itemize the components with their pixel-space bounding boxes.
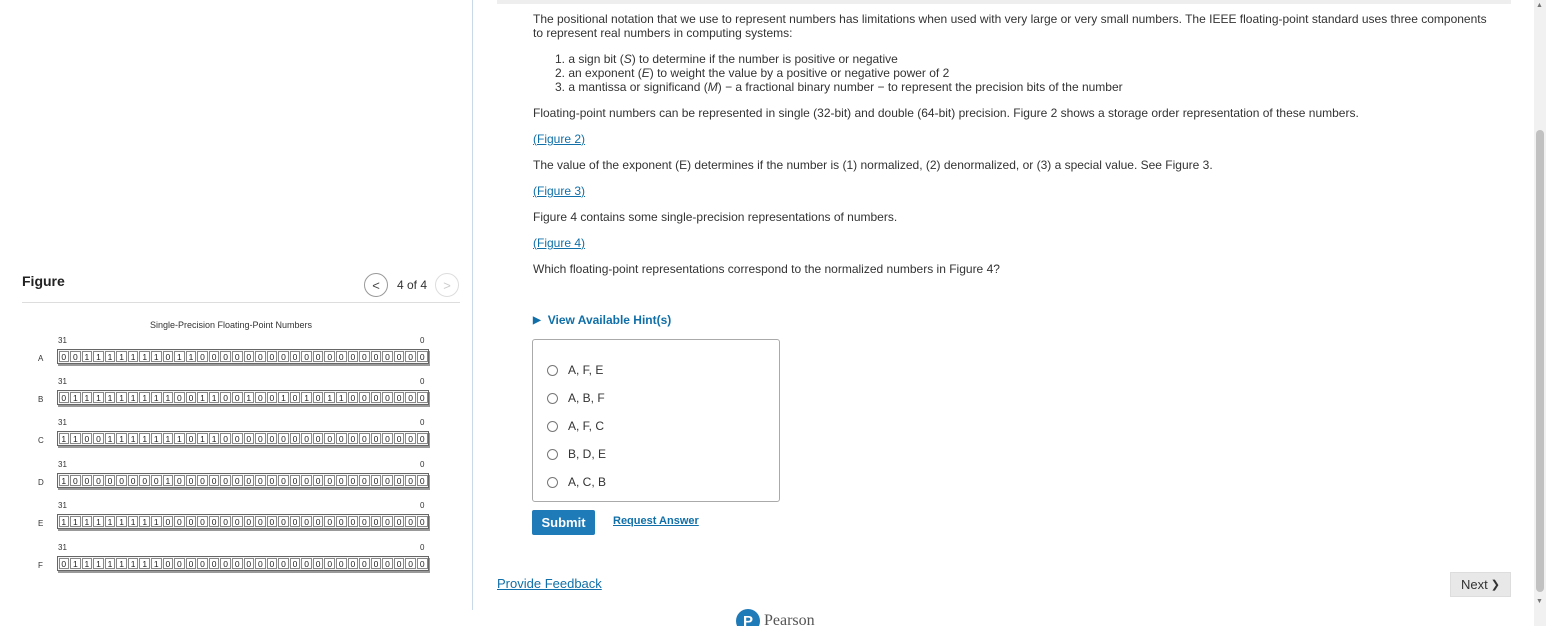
figure-3-link[interactable]: Figure 3 [537,184,582,198]
bit-cell: 0 [244,558,255,569]
bit-cell: 0 [405,516,416,527]
bit-cell: 0 [255,475,266,486]
paren-open[interactable]: ( [533,236,537,250]
bit-cell: 1 [151,516,162,527]
bit-cell: 0 [186,475,197,486]
bit-cell: 1 [116,516,127,527]
bit-field [57,514,429,529]
bit-field [57,431,429,446]
bit-cell: 0 [324,516,335,527]
bit-cell: 0 [359,392,370,403]
answer-choice-1[interactable] [547,356,779,384]
figure-divider [22,302,460,303]
row-label: D [38,478,44,487]
bit-cell: 0 [232,351,243,362]
bit-field [57,473,429,488]
provide-feedback-link[interactable]: Provide Feedback [497,576,602,591]
bit-cell: 0 [359,475,370,486]
bit-cell: 0 [382,351,393,362]
bit-cell: 0 [313,351,324,362]
answer-choices [532,339,780,502]
bit-cell: 0 [278,516,289,527]
bit-cell: 0 [174,392,185,403]
bit-cell: 0 [290,475,301,486]
bit-cell: 0 [382,392,393,403]
bit-cell: 1 [151,351,162,362]
bit-cell: 1 [163,475,174,486]
bit-cell: 1 [151,392,162,403]
bit-cell: 0 [59,351,70,362]
paren-open[interactable]: ( [533,184,537,198]
pearson-mark-icon: P [736,609,760,626]
bit-cell: 1 [93,558,104,569]
view-hints-toggle[interactable] [533,313,671,327]
bit-cell: 1 [116,392,127,403]
bit-index-low: 0 [420,377,425,386]
bit-cell: 0 [59,558,70,569]
bit-cell: 1 [139,351,150,362]
bit-cell: 1 [70,558,81,569]
scroll-up-icon[interactable]: ▲ [1536,2,1543,9]
bit-cell: 0 [267,516,278,527]
bit-cell: 0 [417,475,428,486]
bit-cell: 0 [267,392,278,403]
bit-cell: 0 [394,433,405,444]
bit-cell: 1 [82,392,93,403]
bit-cell: 0 [301,516,312,527]
bit-cell: 1 [163,433,174,444]
bit-cell: 0 [186,558,197,569]
answer-choice-4[interactable] [547,440,779,468]
bit-cell: 0 [313,392,324,403]
figure-4-link-line [533,236,1493,250]
bit-cell: 0 [278,558,289,569]
row-label: C [38,436,44,445]
figure-counter: 4 of 4 [397,278,428,292]
scrollbar-thumb[interactable] [1536,130,1544,592]
bit-cell: 0 [128,475,139,486]
components-list [555,52,1493,94]
bit-index-high: 31 [58,418,67,427]
submit-button[interactable]: Submit [532,510,595,535]
bit-cell: 1 [128,351,139,362]
bit-cell: 1 [186,351,197,362]
bit-cell: 1 [59,433,70,444]
bit-cell: 0 [417,558,428,569]
bit-cell: 0 [405,433,416,444]
question-text: Which floating-point representations correspond to the normalized numbers in Figure 4? [533,262,1000,276]
scroll-down-icon[interactable]: ▼ [1536,598,1543,605]
bit-cell: 1 [197,392,208,403]
bit-cell: 0 [197,516,208,527]
figure-2-link-line [533,132,1493,146]
bit-cell: 1 [59,516,70,527]
bit-cell: 0 [255,351,266,362]
figure-heading: Figure [22,273,65,289]
bit-cell: 0 [301,351,312,362]
chevron-left-icon: < [372,277,380,293]
choice-label: A, C, B [568,475,607,489]
bit-cell: 0 [232,392,243,403]
bit-cell: 0 [197,351,208,362]
pearson-logo [736,609,815,626]
pearson-wordmark: Pearson [764,612,815,626]
bit-cell: 0 [174,516,185,527]
bit-field [57,349,429,364]
bit-cell: 0 [197,475,208,486]
bit-cell: 0 [186,392,197,403]
bit-cell: 0 [139,475,150,486]
answer-choice-3[interactable] [547,412,779,440]
bit-cell: 0 [382,516,393,527]
bit-cell: 0 [93,475,104,486]
next-label: Next [1461,577,1488,592]
choice-label: A, F, E [568,363,604,377]
bit-cell: 0 [290,351,301,362]
bit-cell: 0 [348,433,359,444]
bit-cell: 0 [336,558,347,569]
bit-cell: 0 [220,433,231,444]
bit-cell: 0 [209,516,220,527]
bit-cell: 1 [244,392,255,403]
bit-cell: 1 [82,516,93,527]
bit-cell: 0 [232,433,243,444]
bit-field [57,390,429,405]
chevron-right-icon: ❯ [1490,579,1500,591]
bit-cell: 0 [301,433,312,444]
bit-cell: 0 [405,475,416,486]
bit-cell: 1 [209,392,220,403]
bit-cell: 0 [267,433,278,444]
bit-cell: 0 [244,433,255,444]
bit-cell: 0 [255,392,266,403]
bit-cell: 0 [290,392,301,403]
bit-cell: 0 [348,475,359,486]
bit-cell: 0 [301,558,312,569]
bit-cell: 0 [82,475,93,486]
bit-cell: 0 [290,433,301,444]
bit-cell: 0 [163,516,174,527]
bit-cell: 0 [70,475,81,486]
bit-field [57,556,429,571]
bit-cell: 0 [186,433,197,444]
bit-cell: 1 [324,392,335,403]
bit-cell: 1 [70,392,81,403]
bit-cell: 0 [405,392,416,403]
bit-cell: 1 [70,433,81,444]
bit-cell: 0 [220,475,231,486]
paren-close[interactable]: ) [581,184,586,198]
bit-cell: 0 [359,558,370,569]
bit-cell: 0 [371,558,382,569]
bit-index-low: 0 [420,543,425,552]
intro-paragraph: The positional notation that we use to represent numbers has limitations when used with very large or very small numbers. The IEEE floating-point standard uses three components to represent real numbers in computing systems: [533,12,1487,40]
bit-index-low: 0 [420,460,425,469]
bit-index-high: 31 [58,377,67,386]
bit-cell: 0 [405,351,416,362]
scrollbar[interactable] [1534,0,1546,626]
choice-label: B, D, E [568,447,607,461]
bit-cell: 0 [255,558,266,569]
bit-cell: 1 [128,392,139,403]
paren-close[interactable]: ) [581,236,586,250]
view-hints-label: View Available Hint(s) [547,313,672,327]
answer-choice-2[interactable] [547,384,779,412]
bit-cell: 0 [371,516,382,527]
paren-open[interactable]: ( [533,132,537,146]
next-button[interactable] [1450,572,1511,597]
bit-cell: 1 [105,558,116,569]
bit-cell: 0 [359,516,370,527]
previous-figure-button[interactable] [364,273,388,297]
binary-row [0,377,462,417]
bit-cell: 0 [417,516,428,527]
bit-cell: 1 [59,475,70,486]
bit-cell: 0 [70,351,81,362]
bit-cell: 0 [405,558,416,569]
request-answer-link[interactable]: Request Answer [613,515,699,527]
bit-cell: 0 [267,475,278,486]
bit-cell: 0 [267,351,278,362]
bit-cell: 0 [267,558,278,569]
bit-cell: 1 [105,433,116,444]
bit-cell: 0 [336,433,347,444]
bit-cell: 0 [394,558,405,569]
bit-cell: 0 [394,516,405,527]
bit-cell: 0 [348,558,359,569]
bit-cell: 0 [232,558,243,569]
bit-cell: 1 [151,433,162,444]
row-label: A [38,354,44,363]
bit-cell: 0 [278,433,289,444]
bit-cell: 1 [139,516,150,527]
bit-cell: 0 [324,351,335,362]
bit-cell: 0 [105,475,116,486]
bit-cell: 0 [417,392,428,403]
row-label: E [38,519,44,528]
bit-cell: 0 [220,392,231,403]
radio-button[interactable] [547,421,558,432]
bit-cell: 0 [209,558,220,569]
figure-4-paragraph: Figure 4 contains some single-precision representations of numbers. [533,210,898,224]
bit-index-high: 31 [58,543,67,552]
bit-cell: 1 [139,392,150,403]
bit-cell: 0 [278,475,289,486]
bit-cell: 0 [324,475,335,486]
bit-cell: 1 [139,433,150,444]
bit-cell: 1 [116,558,127,569]
bit-cell: 1 [278,392,289,403]
row-label: B [38,395,44,404]
exponent-paragraph: The value of the exponent (E) determines if the number is (1) normalized, (2) denormalized, or (3) a special value. See Figure 3. [533,158,1213,172]
bit-cell: 1 [105,516,116,527]
problem-text [533,12,1493,288]
bit-cell: 0 [336,516,347,527]
bit-cell: 0 [244,516,255,527]
radio-button[interactable] [547,365,558,376]
list-item: 3. a mantissa or significand (M) − a fractional binary number − to represent the precision bits of the number [555,80,1123,94]
figure-2-link[interactable]: Figure 2 [537,132,582,146]
bit-cell: 0 [244,475,255,486]
bit-cell: 1 [301,392,312,403]
binary-row [0,336,462,376]
radio-button[interactable] [547,477,558,488]
bit-cell: 1 [116,351,127,362]
next-figure-button[interactable] [435,273,459,297]
bit-cell: 0 [417,433,428,444]
bit-cell: 0 [394,392,405,403]
bit-cell: 1 [82,558,93,569]
figure-navigation [364,273,459,297]
bit-cell: 1 [116,433,127,444]
bit-cell: 0 [255,433,266,444]
binary-row [0,418,462,458]
binary-row [0,460,462,500]
bit-cell: 0 [290,516,301,527]
bit-cell: 0 [220,351,231,362]
bit-cell: 1 [139,558,150,569]
bit-cell: 0 [382,558,393,569]
bit-cell: 0 [197,558,208,569]
bit-cell: 0 [324,558,335,569]
bit-cell: 0 [371,475,382,486]
chevron-right-icon: > [443,277,451,293]
bit-cell: 1 [163,392,174,403]
bit-cell: 1 [93,351,104,362]
bit-cell: 1 [128,516,139,527]
figure-4-link[interactable]: Figure 4 [537,236,582,250]
binary-row [0,543,462,583]
bit-cell: 0 [82,433,93,444]
panel-divider [472,0,473,610]
bit-cell: 0 [93,433,104,444]
main-content [497,0,1511,626]
top-rule [497,0,1511,4]
bit-cell: 0 [151,475,162,486]
bit-cell: 0 [220,516,231,527]
choice-label: A, B, F [568,391,605,405]
binary-row [0,501,462,541]
bit-cell: 0 [232,516,243,527]
bit-cell: 0 [220,558,231,569]
answer-choice-5[interactable] [547,468,779,496]
bit-index-low: 0 [420,336,425,345]
bit-cell: 1 [93,392,104,403]
bit-cell: 0 [371,433,382,444]
bit-cell: 0 [417,351,428,362]
bit-index-high: 31 [58,460,67,469]
bit-cell: 0 [116,475,127,486]
bit-cell: 0 [313,558,324,569]
bit-cell: 0 [371,392,382,403]
bit-cell: 1 [336,392,347,403]
bit-cell: 0 [394,475,405,486]
bit-cell: 1 [209,433,220,444]
bit-cell: 0 [278,351,289,362]
figure-panel [0,0,472,626]
caret-right-icon: ▶ [533,314,541,326]
precision-paragraph: Floating-point numbers can be represented in single (32-bit) and double (64-bit) precision. Figure 2 shows a storage order representation of these numbers. [533,106,1359,120]
bit-cell: 1 [93,516,104,527]
bit-cell: 0 [382,475,393,486]
bit-cell: 0 [290,558,301,569]
bit-cell: 0 [359,433,370,444]
bit-cell: 1 [105,392,116,403]
bit-cell: 0 [59,392,70,403]
bit-cell: 1 [151,558,162,569]
list-item: 1. a sign bit (S) to determine if the number is positive or negative [555,52,898,66]
bit-cell: 0 [163,558,174,569]
choice-label: A, F, C [568,419,605,433]
figure-title: Single-Precision Floating-Point Numbers [149,320,313,330]
bit-cell: 0 [232,475,243,486]
bit-cell: 0 [371,351,382,362]
figure-3-link-line [533,184,1493,198]
radio-button[interactable] [547,449,558,460]
bit-cell: 0 [324,433,335,444]
bit-cell: 0 [244,351,255,362]
bit-cell: 1 [128,433,139,444]
paren-close[interactable]: ) [581,132,586,146]
bit-cell: 1 [174,433,185,444]
bit-cell: 0 [336,475,347,486]
bit-cell: 0 [209,351,220,362]
bit-index-high: 31 [58,501,67,510]
bit-cell: 0 [163,351,174,362]
bit-cell: 1 [70,516,81,527]
bit-cell: 0 [348,351,359,362]
bit-cell: 0 [394,351,405,362]
radio-button[interactable] [547,393,558,404]
list-item: 2. an exponent (E) to weight the value by a positive or negative power of 2 [555,66,950,80]
bit-cell: 0 [313,475,324,486]
bit-index-high: 31 [58,336,67,345]
bit-index-low: 0 [420,501,425,510]
bit-cell: 0 [313,516,324,527]
bit-cell: 1 [197,433,208,444]
bit-cell: 1 [174,351,185,362]
bit-cell: 0 [255,516,266,527]
bit-cell: 1 [105,351,116,362]
bit-index-low: 0 [420,418,425,427]
bit-cell: 0 [348,392,359,403]
row-label: F [38,561,43,570]
bit-cell: 0 [313,433,324,444]
bit-cell: 1 [82,351,93,362]
bit-cell: 0 [336,351,347,362]
bit-cell: 0 [382,433,393,444]
bit-cell: 1 [128,558,139,569]
bit-cell: 0 [174,558,185,569]
bit-cell: 0 [186,516,197,527]
bit-cell: 0 [209,475,220,486]
bit-cell: 0 [174,475,185,486]
bit-cell: 0 [359,351,370,362]
bit-cell: 0 [348,516,359,527]
bit-cell: 0 [301,475,312,486]
